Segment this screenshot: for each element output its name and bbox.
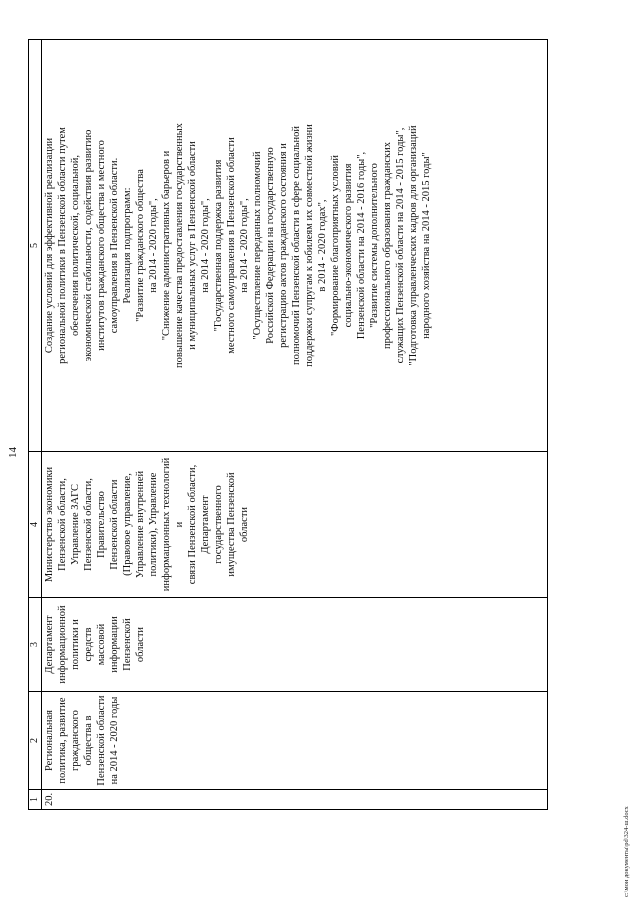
text-line: информационных технологий и [161, 457, 186, 592]
goals-cell [42, 40, 548, 452]
text-line: информационной [57, 605, 69, 684]
text-line: Департамент [44, 615, 55, 674]
column-number-5: 5 [29, 40, 42, 452]
text-line: Министерство экономики [44, 466, 55, 583]
text-line: региональной политики в Пензенской области путем [57, 127, 69, 364]
responsible-executor-cell [42, 598, 548, 692]
text-line: и муниципальных услуг в Пензенской области [187, 141, 199, 350]
text-line: на 2014 - 2020 годы", [148, 198, 160, 293]
text-line: профессионального образования гражданских [382, 142, 394, 349]
text-line: Пензенской области [109, 479, 121, 570]
text-line: Пензенской области, [83, 478, 95, 571]
text-line: Правительство [96, 491, 108, 558]
column-number-1: 1 [29, 790, 42, 810]
text-line: на 2014 - 2020 годы", [239, 198, 251, 293]
text-line: гражданского [70, 710, 82, 771]
text-line: регистрацию актов гражданского состояния и [278, 143, 290, 348]
text-line: Реализация подпрограмм: [122, 187, 134, 304]
text-line: Департамент государственного [200, 485, 225, 564]
participants-cell [42, 452, 548, 598]
text-line: Создание условий для эффективной реализации [44, 137, 55, 354]
text-line: Пензенской области, [57, 478, 69, 571]
text-line: служащих Пензенской области на 2014 - 2015 годы", [395, 127, 407, 364]
text-line: "Подготовка управленческих кадров для организаций [408, 125, 420, 366]
file-path-footer: c:\мои документы\pd\324-ш.docx [623, 806, 630, 897]
text-line: политика, развитие [57, 697, 69, 784]
text-line: на 2014 - 2020 годы", [200, 198, 212, 293]
text-line: Пензенской области [96, 695, 108, 786]
text-line: в 2014 - 2020 годах", [317, 199, 329, 292]
text-line: экономической стабильности, содействия развитию [83, 129, 95, 362]
text-line: массовой [96, 623, 108, 666]
row-number: 20. [42, 790, 548, 810]
program-name-cell [42, 692, 548, 790]
text-line: (Правовое управление, [122, 473, 134, 576]
text-line: Управление внутренней [135, 470, 147, 579]
text-line: Управление ЗАГС [70, 483, 82, 566]
text-line: обеспечения политической, социальной, [70, 154, 82, 337]
text-line: повышение качества предоставления государственных [174, 123, 186, 368]
text-line: поддержки супругам к юбилеям их совместной жизни [304, 124, 316, 367]
text-line: "Формирование благоприятных условий [330, 154, 342, 337]
text-line: информации [109, 616, 121, 673]
text-line: полномочий Пензенской области в сфере социальной [291, 126, 303, 365]
text-line: на 2014 - 2020 годы [109, 696, 121, 785]
page-number: 14 [7, 447, 19, 458]
text-line: институтов гражданского общества и местного [96, 140, 108, 351]
text-line: Региональная [44, 709, 55, 772]
text-line: связи Пензенской области, [187, 464, 199, 585]
text-line: "Развитие системы дополнительного [369, 163, 381, 328]
text-line: народного хозяйства на 2014 - 2015 годы" [421, 152, 433, 339]
text-line: социально-экономического развития [343, 163, 355, 328]
text-line: имущества Пензенской области [226, 472, 251, 577]
column-number-4: 4 [29, 452, 42, 598]
text-line: общества в [83, 715, 95, 766]
text-line: местного самоуправления в Пензенской области [226, 137, 238, 354]
text-line: политики), Управление [148, 472, 160, 577]
column-number-3: 3 [29, 598, 42, 692]
text-line: самоуправления в Пензенской области. [109, 157, 121, 334]
text-line: Пензенской области на 2014 - 2016 годы", [356, 151, 368, 340]
table-row [42, 40, 548, 810]
column-number-2: 2 [29, 692, 42, 790]
text-line: Российской Федерации на государственную [265, 147, 277, 344]
column-number-row [29, 40, 42, 810]
text-line: "Развитие гражданского общества [135, 169, 147, 322]
text-line: "Снижение административных барьеров и [161, 150, 173, 341]
text-line: политики и средств [70, 619, 95, 670]
program-table [28, 39, 548, 810]
text-line: "Осуществление переданных полномочий [252, 151, 264, 340]
text-line: "Государственная поддержка развития [213, 159, 225, 332]
text-line: Пензенской области [122, 618, 147, 671]
